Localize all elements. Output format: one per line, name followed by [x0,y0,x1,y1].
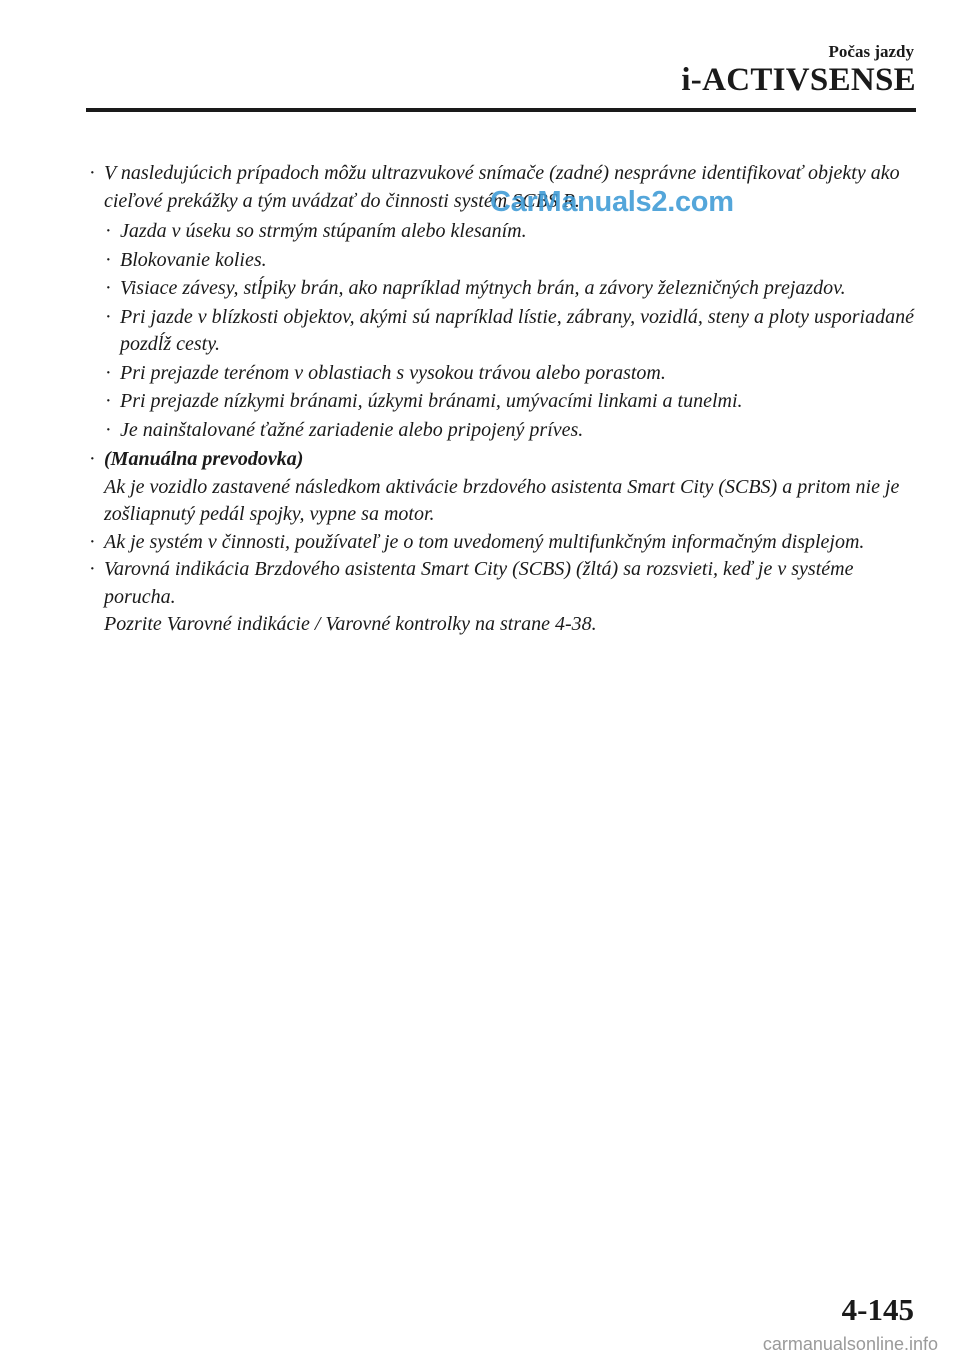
bullet: · [89,530,96,553]
sub-item-text: Visiace závesy, stĺpiky brán, ako napríklad mýtnych brán, a závory železničných prejazdov. [120,277,846,299]
item-heading: (Manuálna prevodovka) [104,448,304,470]
bullet: · [89,448,96,470]
bullet: · [105,220,112,242]
sub-item [104,218,918,246]
header-rule [86,108,916,112]
item-text: Ak je systém v činnosti, používateľ je o tom uvedomený multifunkčným informačným displejom. [104,530,865,553]
section-title: i-ACTIVSENSE [681,62,916,98]
sub-item-text: Blokovanie kolies. [120,248,267,271]
sub-item [104,360,918,388]
bullet: · [89,558,96,580]
footer-watermark: carmanualsonline.info [762,1334,938,1354]
watermark-logo: CarManuals2.com [490,186,734,218]
bullet: · [89,162,96,184]
sub-item-text: Pri prejazde terénom v oblastiach s vysokou trávou alebo porastom. [120,361,666,384]
sub-item [104,247,918,275]
sub-list [88,218,918,444]
sub-item [104,275,918,303]
bullet: · [105,361,112,384]
sub-item [104,417,918,445]
bullet-item-warning-indicator [88,556,918,639]
bullet-item-system-active [88,529,918,557]
chapter-title: Počas jazdy [828,42,914,61]
sub-item-text: Pri jazde v blízkosti objektov, akými sú napríklad lístie, zábrany, vozidlá, steny a ploty usporiadané pozdĺž cesty. [120,305,914,355]
sub-item-text: Pri prejazde nízkymi bránami, úzkymi bránami, umývacími linkami a tunelmi. [120,390,743,412]
item-text: Varovná indikácia Brzdového asistenta Smart City (SCBS) (žltá) sa rozsvieti, keď je v systéme porucha. [104,558,854,608]
bullet-item-manual-transmission [88,446,918,529]
item-text: V nasledujúcich prípadoch môžu ultrazvukové snímače (zadné) nesprávne identifikovať objekty ako cieľové prekážky a tým uvádzať do činnosti systém SCBS R. [104,162,900,212]
cross-reference: Pozrite Varovné indikácie / Varovné kontrolky na strane 4-38. [104,613,597,635]
page-number: 4-145 [841,1292,914,1327]
bullet: · [105,248,112,271]
sub-item-text: Jazda v úseku so strmým stúpaním alebo klesaním. [120,220,527,242]
bullet: · [105,305,112,328]
sub-item [104,388,918,416]
body-text [88,160,918,639]
item-text: Ak je vozidlo zastavené následkom aktivácie brzdového asistenta Smart City (SCBS) a pritom nie je zošliapnutý pedál spojky, vypne sa motor. [104,475,900,525]
bullet: · [105,390,112,412]
bullet: · [105,277,112,299]
bullet: · [105,418,112,441]
sub-item-text: Je nainštalované ťažné zariadenie alebo pripojený príves. [120,418,584,441]
sub-item [104,304,918,359]
